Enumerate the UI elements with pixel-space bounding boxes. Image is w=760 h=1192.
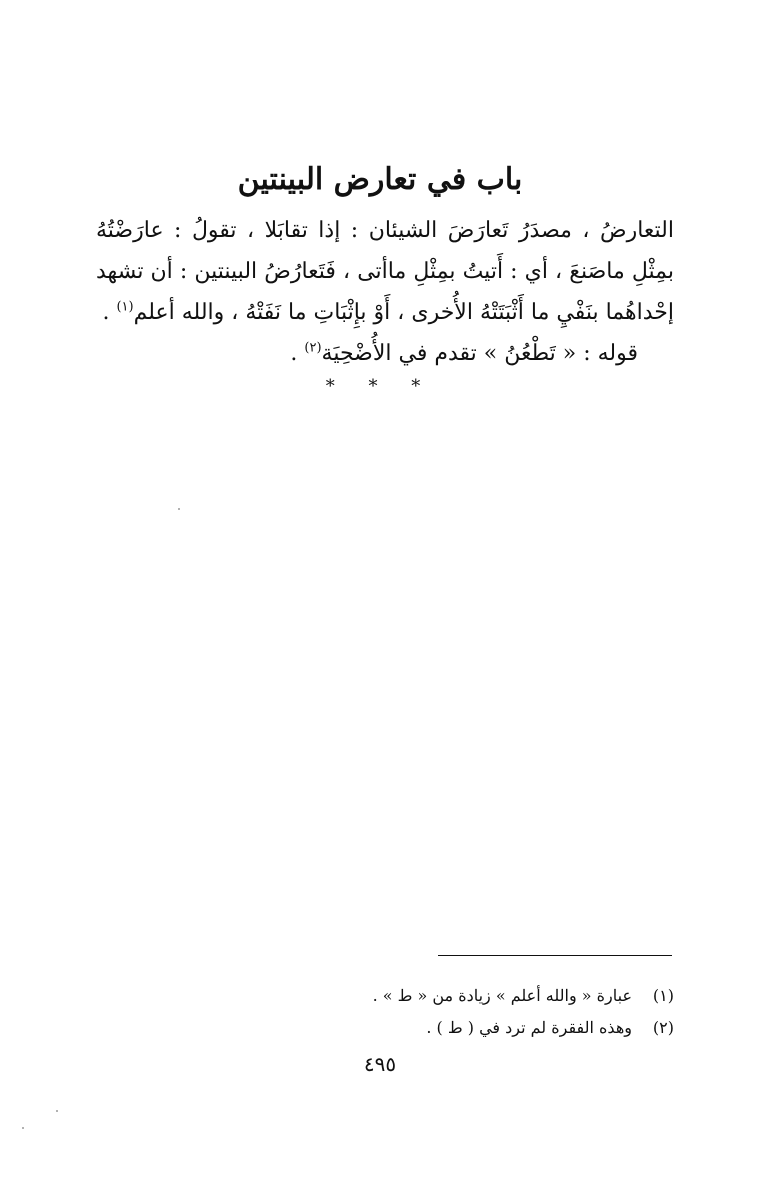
paragraph-quote — [96, 333, 674, 374]
chapter-title: باب في تعارض البينتين — [237, 162, 523, 197]
paragraph-end: . — [290, 341, 305, 366]
scan-speck — [56, 1110, 58, 1112]
paragraph-text: التعارضُ ، مصدَرُ تَعارَضَ الشيئان : إذا تقابَلا ، تقولُ : عارَضْتُهُ بمِثْلِ ماصَنعَ ، أي : أَتيتُ بمِثْلِ ماأتى ، فَتَعارُضُ البينتين : أن تشهد إحْداهُما بنَفْيِ ما أَثْبَتَتْهُ الأُخرى ، أَوْ بإِثْبَاتِ ما نَفَتْهُ ، والله أعلم — [96, 218, 674, 325]
scan-speck — [22, 1127, 24, 1129]
footnote-text: وهذه الفقرة لم ترد في ( ط ) . — [426, 1018, 632, 1037]
section-separator: * * * — [325, 376, 435, 397]
footnotes — [300, 980, 674, 1044]
footnote-number: (١) — [652, 986, 674, 1005]
scan-speck — [178, 508, 180, 510]
paragraph-text: قوله : « تَطْعُنُ » تقدم في الأُضْحِيَة — [321, 341, 638, 366]
footnote-item — [300, 980, 674, 1012]
page-number: ٤٩٥ — [363, 1052, 397, 1076]
footnote-item — [300, 1012, 674, 1044]
paragraph-definition — [96, 210, 674, 333]
footnote-text: عبارة « والله أعلم » زيادة من « ط » . — [372, 986, 632, 1005]
footnote-number: (٢) — [652, 1018, 674, 1037]
body-text — [96, 210, 674, 374]
footnote-rule — [438, 955, 672, 956]
footnote-marker: (٢) — [304, 340, 322, 356]
paragraph-end: . — [102, 300, 117, 325]
footnote-marker: (١) — [116, 299, 134, 315]
